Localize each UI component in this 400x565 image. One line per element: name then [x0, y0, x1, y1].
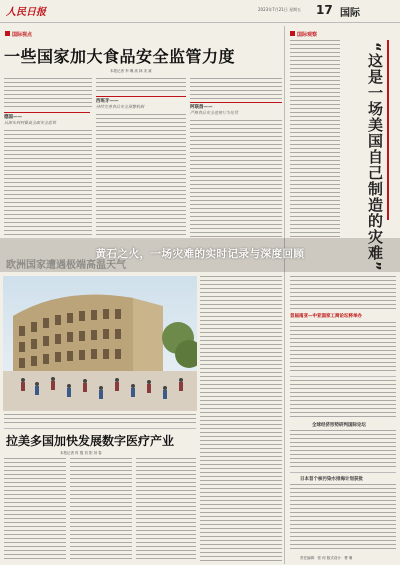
- brief-divider: [290, 472, 396, 473]
- text-column: [70, 458, 132, 562]
- subhead-box-uae: [190, 102, 282, 119]
- subhead-title: 持续完善食品安全预警机制: [96, 104, 144, 109]
- text-column: [190, 78, 282, 100]
- bottom-byline: 本报记者 时 殷 初 阳 刘 春: [60, 451, 102, 455]
- colosseum-photo: [3, 276, 197, 411]
- vertical-headline: “这是一场美国自己制造的灾难”: [366, 42, 384, 272]
- text-column: [190, 120, 282, 238]
- subhead-title: 从源头到到餐桌全面安全监管: [4, 120, 56, 125]
- newspaper-logo: 人民日报: [6, 7, 46, 18]
- publication-date: 2023年7月21日 星期五: [258, 7, 302, 12]
- page-number: 17: [316, 3, 333, 17]
- section-label-international-observation: 国际观察: [290, 31, 317, 38]
- text-column: [290, 322, 396, 374]
- news-brief-title: 首届南亚—中亚国家工商论坛将举办: [290, 314, 362, 319]
- text-column: [290, 430, 396, 470]
- text-column: [4, 130, 92, 238]
- overlay-title: 黄石之火，一场灾难的实时记录与深度回顾: [95, 248, 305, 260]
- subhead-title: 严格食品安全违规行为处罚: [190, 110, 238, 115]
- text-column: [96, 78, 186, 94]
- brief-divider: [290, 376, 396, 377]
- text-column: [136, 458, 196, 562]
- text-column: [290, 276, 396, 312]
- section-label-international-view: 国际视点: [5, 31, 32, 38]
- editors-credit: 责任编辑：张 何 版式设计：曹 珊: [300, 556, 353, 560]
- photo-caption: [4, 414, 196, 426]
- text-column: [4, 78, 92, 110]
- subhead-box-germany: [4, 112, 90, 129]
- page-section-name: 国际: [340, 8, 360, 19]
- text-column: [96, 114, 186, 238]
- headline-accent-bar: [381, 40, 389, 220]
- text-column: [290, 40, 340, 238]
- secondary-headline: 欧洲国家遭遇极端高温天气: [6, 260, 126, 271]
- text-column: [200, 276, 282, 562]
- bottom-headline: 拉美多国加快发展数字医疗产业: [6, 434, 175, 448]
- main-headline: 一些国家加大食品安全监管力度: [4, 47, 236, 66]
- news-brief-title: 日本首个核污染水排海计划获批: [300, 477, 363, 482]
- section-marker-icon: [290, 31, 295, 36]
- section-marker-icon: [5, 31, 10, 36]
- news-brief-title: 全球经济形势研判国际论坛: [312, 423, 366, 428]
- article-divider: [4, 428, 196, 429]
- subhead-label: 德国——: [4, 115, 22, 120]
- text-column: [290, 484, 396, 552]
- subhead-label: 阿联酋——: [190, 105, 213, 110]
- text-column: [4, 458, 66, 562]
- text-column: [290, 380, 396, 420]
- main-byline: 本报记者 李 琳 高 林 宋 斌: [110, 69, 152, 73]
- column-divider: [284, 26, 285, 564]
- colosseum-illustration: [3, 276, 197, 411]
- subhead-box-spain: [96, 96, 186, 113]
- subhead-label: 西班牙——: [96, 99, 119, 104]
